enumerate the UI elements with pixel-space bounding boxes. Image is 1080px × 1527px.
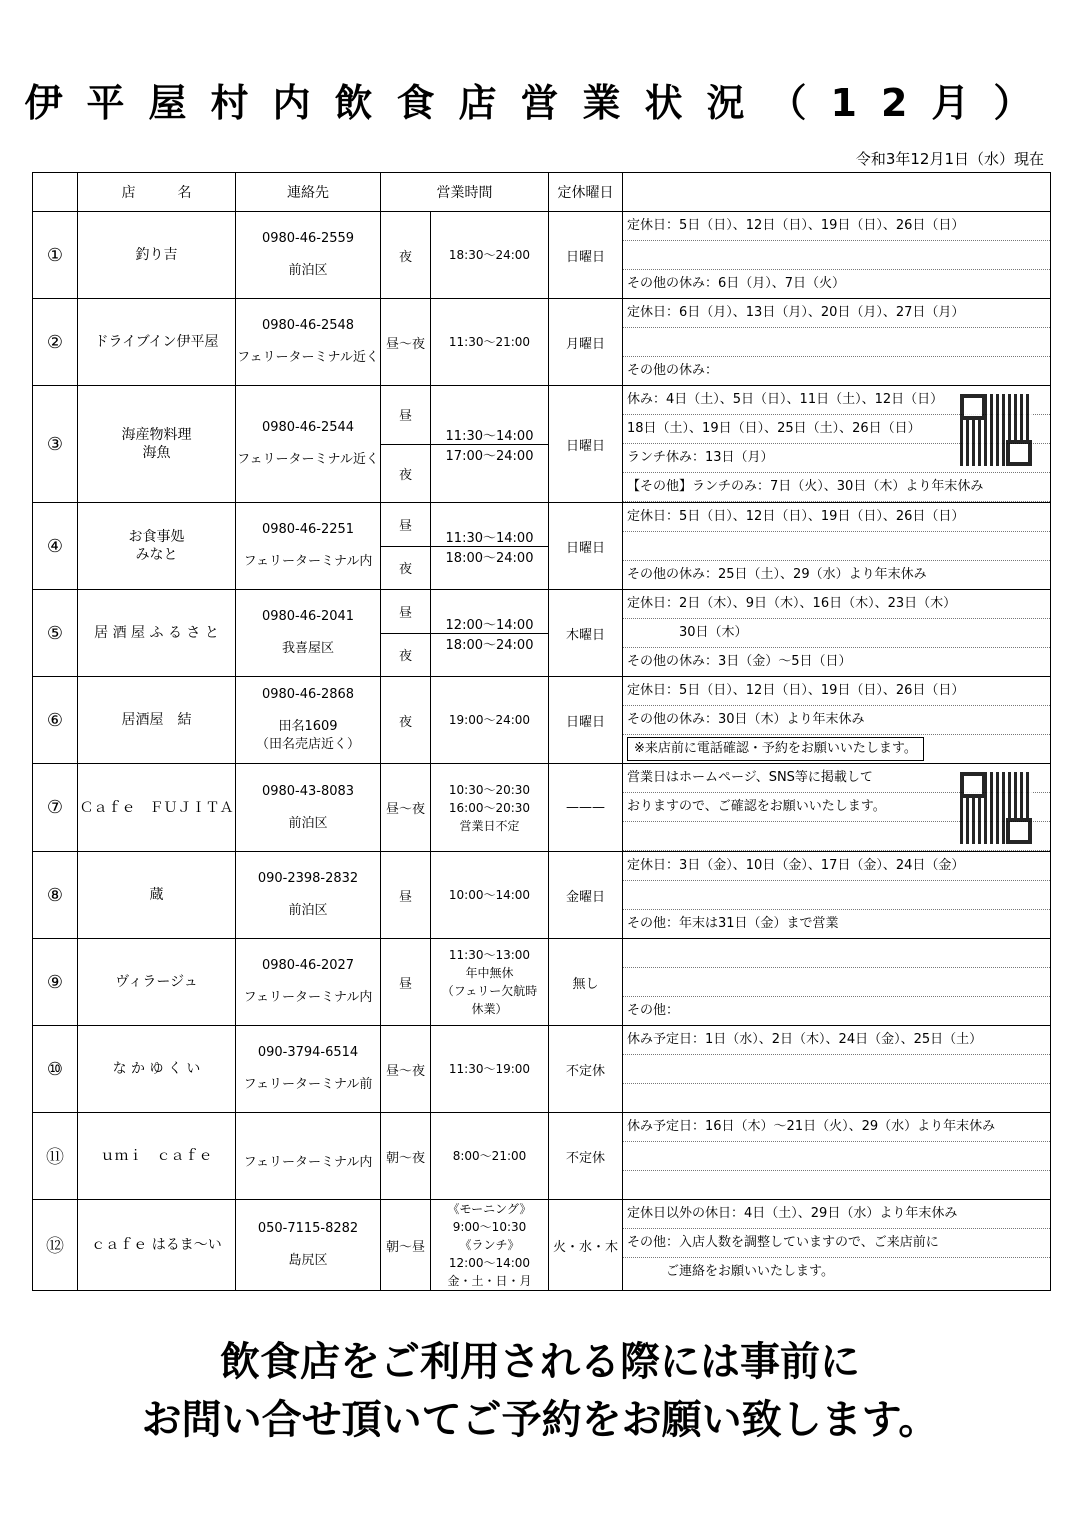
notice-box: ※来店前に電話確認・予約をお願いいたします。 (627, 737, 924, 761)
text-line: 12:00〜14:00 (448, 1256, 531, 1270)
closed-day: 日曜日 (549, 212, 623, 299)
note-line (623, 532, 1050, 561)
note-line: 定休日：6日（月）、13日（月）、20日（月）、27日（月） (623, 299, 1050, 328)
time-cell (431, 386, 549, 503)
note-line: 18日（土）、19日（日）、25日（土）、26日（日） (623, 415, 1050, 444)
restaurant-name (78, 503, 236, 590)
table-row (33, 852, 1051, 939)
time-1: 11:30〜14:00 (445, 428, 534, 444)
text-line: 休業） (471, 1002, 508, 1016)
restaurant-name (78, 212, 236, 299)
text-line: 島尻区 (288, 1253, 328, 1268)
text-line: フェリーターミナル前 (243, 1077, 373, 1092)
period-cell: 昼〜夜 (381, 299, 431, 386)
note-line (623, 939, 1050, 968)
header-notes (623, 173, 1051, 212)
address (236, 349, 380, 367)
note-line (623, 881, 1050, 910)
notes-cell (623, 677, 1051, 764)
table-row (33, 764, 1051, 852)
note-line: 定休日以外の休日：4日（土）、29日（水）より年末休み (623, 1200, 1050, 1229)
text-line: 前泊区 (288, 263, 328, 278)
closed-day: 月曜日 (549, 299, 623, 386)
address (236, 902, 380, 920)
time-cell (431, 1026, 549, 1113)
text-line: 居 酒 屋 ふ る さ と (94, 625, 219, 641)
address (236, 640, 380, 658)
note-line (623, 241, 1050, 270)
row-number: ③ (33, 386, 78, 503)
time-2: 18:00〜24:00 (431, 546, 548, 566)
notes-cell (623, 852, 1051, 939)
header-num (33, 173, 78, 212)
text-line: お食事処 (128, 529, 185, 545)
text-line: ヴィラージュ (115, 974, 198, 990)
closed-day: 木曜日 (549, 590, 623, 677)
contact-cell (236, 299, 381, 386)
row-number: ⑥ (33, 677, 78, 764)
contact-cell (236, 503, 381, 590)
contact-cell (236, 212, 381, 299)
note-line: その他の休み：6日（月）、7日（火） (627, 276, 846, 291)
text-line: 11:30〜19:00 (448, 1062, 531, 1076)
closed-day: 日曜日 (549, 503, 623, 590)
note-line (623, 1142, 1050, 1171)
contact-cell (236, 1113, 381, 1200)
contact-cell (236, 764, 381, 852)
closed-day: 日曜日 (549, 677, 623, 764)
note-line: その他の休み：25日（土）、29（水）より年末休み (627, 567, 927, 582)
notes-cell (623, 386, 1051, 503)
contact-cell (236, 939, 381, 1026)
contact-cell (236, 386, 381, 503)
phone-number: 0980-46-2559 (261, 231, 355, 246)
closed-day: 日曜日 (549, 386, 623, 503)
note-line: 【その他】ランチのみ：7日（火）、30日（木）より年末休み (623, 473, 1050, 502)
address (236, 1252, 380, 1270)
period-1: 昼 (398, 605, 412, 621)
note-line: おりますので、ご確認をお願いいたします。 (623, 793, 1050, 822)
restaurant-name (78, 764, 236, 852)
contact-cell (236, 677, 381, 764)
period-cell: 昼〜夜 (381, 764, 431, 852)
period-cell: 朝〜昼 (381, 1200, 431, 1291)
notes-cell (623, 212, 1051, 299)
text-line: 年中無休 (465, 966, 514, 980)
closed-day: ——— (549, 764, 623, 852)
phone-number: 0980-43-8083 (261, 783, 355, 799)
text-line: 田名1609 (278, 719, 338, 734)
phone-number: 0980-46-2868 (261, 687, 355, 702)
note-line: 定休日：3日（金）、10日（金）、17日（金）、24日（金） (623, 852, 1050, 881)
note-line: 休み予定日：1日（水）、2日（木）、24日（金）、25日（土） (623, 1026, 1050, 1055)
note-line: その他： (627, 1003, 680, 1018)
text-line: 18:30〜24:00 (448, 248, 531, 262)
table-row (33, 503, 1051, 590)
date-label: 令和3年12月1日（水）現在 (855, 150, 1044, 168)
row-number: ④ (33, 503, 78, 590)
text-line: 釣り吉 (135, 247, 178, 263)
text-line: （フェリー欠航時 (441, 984, 538, 998)
contact-cell (236, 852, 381, 939)
text-line: ｕｍｉ ｃａｆｅ (100, 1148, 213, 1164)
row-number: ⑧ (33, 852, 78, 939)
period-cell: 夜 (381, 212, 431, 299)
note-line: 定休日：2日（木）、9日（木）、16日（木）、23日（木） (623, 590, 1050, 619)
period-cell: 朝〜夜 (381, 1113, 431, 1200)
notes-cell (623, 503, 1051, 590)
notice-line-1: 飲食店をご利用される際には事前に (220, 1339, 860, 1385)
address (236, 553, 380, 571)
row-number: ⑦ (33, 764, 78, 852)
time-cell (431, 1200, 549, 1291)
period-cell (381, 386, 431, 503)
header-name: 店 名 (78, 173, 236, 212)
closed-day: 無し (549, 939, 623, 1026)
text-line: 9:00〜10:30 (452, 1220, 527, 1234)
address (236, 718, 380, 754)
table-header (33, 173, 1051, 212)
restaurant-name (78, 1200, 236, 1291)
period-cell (381, 590, 431, 677)
phone-number: 050-7115-8282 (257, 1221, 359, 1236)
note-line: ご連絡をお願いいたします。 (627, 1264, 834, 1279)
row-number: ⑨ (33, 939, 78, 1026)
address (236, 1154, 380, 1172)
contact-cell (236, 1026, 381, 1113)
period-2: 夜 (381, 633, 430, 677)
note-line: その他：年末は31日（金）まで営業 (627, 916, 839, 931)
time-split (431, 527, 548, 566)
text-line: フェリーターミナル内 (243, 554, 373, 569)
text-line: 居酒屋 結 (121, 712, 192, 728)
note-line: 定休日：5日（日）、12日（日）、19日（日）、26日（日） (623, 212, 1050, 241)
restaurant-name (78, 939, 236, 1026)
row-number: ⑪ (33, 1113, 78, 1200)
time-cell (431, 590, 549, 677)
table-row (33, 299, 1051, 386)
note-line (623, 1171, 1050, 1199)
text-line: 8:00〜21:00 (452, 1149, 527, 1163)
note-line (623, 1084, 1050, 1112)
text-line: 前泊区 (288, 815, 328, 831)
text-line: 《ランチ》 (459, 1238, 520, 1252)
text-line: 《モーニング》 (447, 1202, 532, 1216)
note-line: 営業日はホームページ、SNS等に掲載して (623, 764, 1050, 793)
note-line (623, 735, 1050, 763)
text-line: 19:00〜24:00 (448, 713, 531, 727)
table-row (33, 939, 1051, 1026)
phone-number: 0980-46-2544 (261, 420, 355, 435)
restaurant-name (78, 852, 236, 939)
row-number: ⑤ (33, 590, 78, 677)
text-line: 金・土・日・月 (447, 1274, 532, 1288)
text-line: （田名売店近く） (255, 737, 360, 752)
time-cell (431, 677, 549, 764)
restaurant-table (32, 172, 1051, 1291)
text-line: みなと (135, 547, 178, 563)
text-line: 海産物料理 (121, 427, 192, 443)
time-cell (431, 939, 549, 1026)
phone-number: 090-3794-6514 (257, 1045, 359, 1060)
note-line (623, 968, 1050, 997)
text-line: 11:30〜21:00 (448, 335, 531, 349)
period-split (381, 503, 430, 589)
time-cell (431, 1113, 549, 1200)
address (236, 1076, 380, 1094)
note-line (623, 1055, 1050, 1084)
address (236, 989, 380, 1007)
time-cell (431, 212, 549, 299)
closed-day: 火・水・木 (549, 1200, 623, 1291)
notice-line-2: お問い合せ頂いてご予約をお願い致します。 (141, 1397, 939, 1443)
notes-cell (623, 590, 1051, 677)
phone-number: 090-2398-2832 (257, 871, 359, 886)
page-title: 伊平屋村内飲食店営業状況（12月） (24, 81, 1056, 125)
restaurant-name (78, 677, 236, 764)
period-1: 昼 (398, 518, 412, 534)
period-cell: 昼 (381, 939, 431, 1026)
table-row (33, 1113, 1051, 1200)
note-line: 休み予定日：16日（木）〜21日（火）、29（水）より年末休み (623, 1113, 1050, 1142)
time-2: 17:00〜24:00 (431, 444, 548, 464)
contact-cell (236, 1200, 381, 1291)
table-row (33, 1026, 1051, 1113)
closed-day: 不定休 (549, 1026, 623, 1113)
text-line: フェリーターミナル近く (237, 350, 379, 365)
period-2: 夜 (381, 546, 430, 590)
phone-number: 0980-46-2548 (261, 318, 355, 333)
note-line: ランチ休み：13日（月） (623, 444, 1050, 473)
period-split (381, 590, 430, 676)
row-number: ① (33, 212, 78, 299)
time-cell (431, 764, 549, 852)
text-line: な か ゆ く い (112, 1061, 201, 1077)
restaurant-name (78, 1113, 236, 1200)
closed-day: 金曜日 (549, 852, 623, 939)
row-number: ⑩ (33, 1026, 78, 1113)
period-cell: 夜 (381, 677, 431, 764)
text-line: 16:00〜20:30 (448, 800, 531, 815)
qr-code-icon (960, 772, 1032, 844)
notes-cell (623, 939, 1051, 1026)
note-line: その他の休み：3日（金）〜5日（日） (627, 654, 852, 669)
note-line (623, 328, 1050, 357)
phone-number: 0980-46-2251 (261, 522, 355, 537)
period-cell (381, 503, 431, 590)
notes-cell (623, 1113, 1051, 1200)
note-line: 定休日：5日（日）、12日（日）、19日（日）、26日（日） (623, 503, 1050, 532)
note-line: その他の休み： (627, 363, 719, 378)
notes-cell (623, 1200, 1051, 1291)
text-line: 我喜屋区 (281, 641, 334, 656)
notes-cell (623, 1026, 1051, 1113)
notes-cell (623, 299, 1051, 386)
text-line: フェリーターミナル内 (243, 1155, 373, 1170)
text-line: 蔵 (149, 887, 164, 903)
row-number: ⑫ (33, 1200, 78, 1291)
time-cell (431, 503, 549, 590)
period-cell: 昼 (381, 852, 431, 939)
qr-code-icon (960, 394, 1032, 466)
contact-cell (236, 590, 381, 677)
note-line: その他：入店人数を調整していますので、ご来店前に (623, 1229, 1050, 1258)
time-2: 18:00〜24:00 (431, 633, 548, 653)
time-split (431, 614, 548, 653)
text-line: 前泊区 (288, 903, 328, 918)
table-row (33, 590, 1051, 677)
text-line: 10:30〜20:30 (448, 782, 531, 797)
text-line: Ｃａｆｅ ＦＵＪＩＴＡ (79, 799, 234, 816)
table-row (33, 212, 1051, 299)
text-line: 海魚 (142, 445, 171, 461)
address (236, 815, 380, 833)
time-1: 11:30〜14:00 (445, 530, 534, 546)
restaurant-name (78, 386, 236, 503)
notes-cell (623, 764, 1051, 852)
note-line: 30日（木） (623, 619, 1050, 648)
header-closed: 定休曜日 (549, 173, 623, 212)
text-line: 11:30〜13:00 (448, 948, 531, 962)
address (236, 262, 380, 280)
restaurant-name (78, 590, 236, 677)
closed-day: 不定休 (549, 1113, 623, 1200)
text-line: フェリーターミナル内 (243, 990, 373, 1005)
restaurant-name (78, 299, 236, 386)
text-line: ドライブイン伊平屋 (94, 334, 219, 350)
note-line: 休み：4日（土）、5日（日）、11日（土）、12日（日） (623, 386, 1050, 415)
note-line: その他の休み：30日（木）より年末休み (623, 706, 1050, 735)
note-line: 定休日：5日（日）、12日（日）、19日（日）、26日（日） (623, 677, 1050, 706)
period-2: 夜 (381, 444, 430, 503)
time-cell (431, 299, 549, 386)
table-row (33, 1200, 1051, 1291)
period-cell: 昼〜夜 (381, 1026, 431, 1113)
time-split (431, 425, 548, 464)
period-1: 昼 (398, 409, 412, 425)
header-contact: 連絡先 (236, 173, 381, 212)
text-line: 営業日不定 (459, 818, 520, 833)
period-split (381, 386, 430, 502)
table-row (33, 386, 1051, 503)
address (236, 451, 380, 469)
row-number: ② (33, 299, 78, 386)
phone-number: 0980-46-2041 (261, 609, 355, 624)
time-1: 12:00〜14:00 (445, 617, 534, 633)
text-line: フェリーターミナル近く (237, 452, 379, 467)
table-row (33, 677, 1051, 764)
header-hours: 営業時間 (381, 173, 549, 212)
text-line: 10:00〜14:00 (448, 888, 531, 902)
phone-number: 0980-46-2027 (261, 958, 355, 973)
time-cell (431, 852, 549, 939)
restaurant-name (78, 1026, 236, 1113)
text-line: ｃａｆｅ はるま〜い (91, 1237, 222, 1253)
